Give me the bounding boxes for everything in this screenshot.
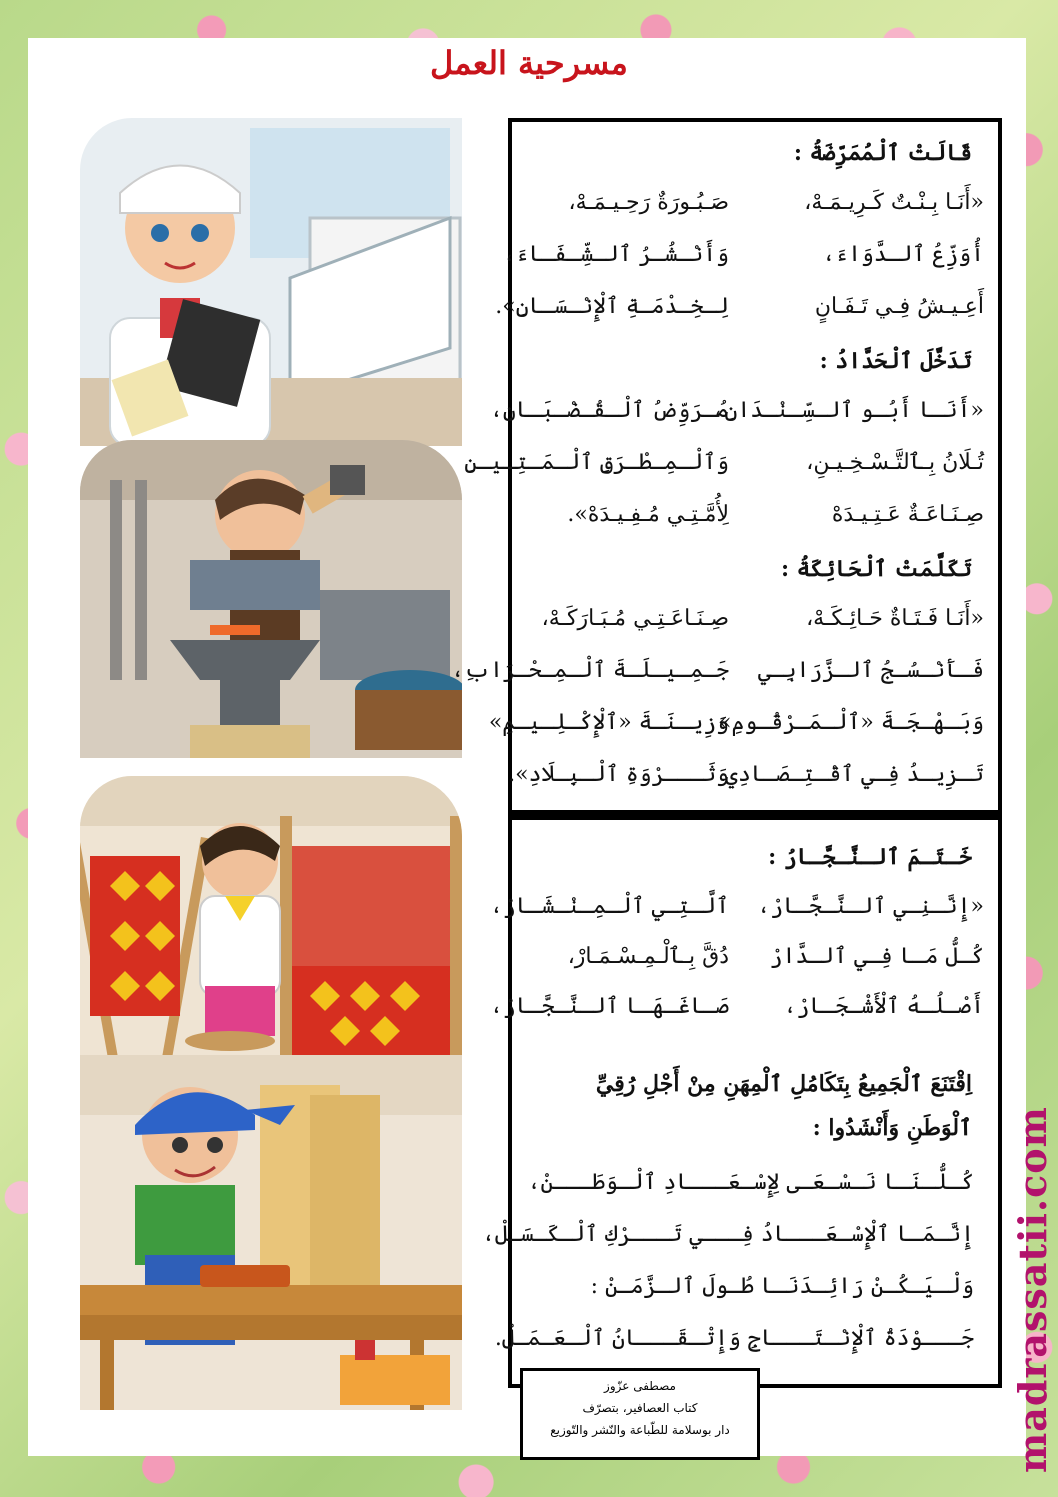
hemistich-first: كُـلُّ مَـا فِـي ٱلـدَّارْ xyxy=(769,944,984,969)
hemistich-second: لِأُمَّـتِـي مُـفِـيـدَهْ». xyxy=(567,502,729,527)
verse-line xyxy=(489,894,984,934)
hemistich-second: صِـنَـاعَـتِـي مُـبَـارَكَـهْ، xyxy=(541,606,729,631)
speaker-carpenter: خَـتَـمَ ٱلـنَّـجَّـارُ : xyxy=(768,844,972,870)
verse-line xyxy=(495,294,984,334)
weaver-illustration xyxy=(80,776,462,1076)
hemistich-second: جَـمِـيـلَـةَ ٱلْـمِـحْـرَابِ، xyxy=(451,658,729,683)
hemistich-first: «أَنَـا فَـتَـاةٌ حَـائِـكَـهْ، xyxy=(806,606,984,631)
verse-line xyxy=(451,658,984,698)
verse-line xyxy=(526,502,984,542)
hemistich-second: صَـاغَـهَـا ٱلـنَّـجَّـارْ، xyxy=(489,994,729,1019)
hemistich-second: وَأَنْـشُـرُ ٱلـشِّـفَـاءَ، xyxy=(502,242,729,267)
hemistich-second: وَٱلْـمِـطْـرَقِ ٱلْـمَـتِـيـنِ xyxy=(464,450,729,475)
hemistich-first: أَعِـيـشُ فِـي تَـفَـانٍ xyxy=(814,294,984,319)
source-author: مصطفى عزّوز xyxy=(604,1379,676,1393)
hemistich-first: «أَنَـا بِـنْـتٌ كَـرِيـمَـهْ، xyxy=(804,190,984,215)
hemistich-second: وَثَـــرْوَةِ ٱلْـبِـلَادِ». xyxy=(508,762,729,787)
hemistich-first: وَبَـهْـجَـةَ «ٱلْـمَـرْقُـومِ» xyxy=(718,710,984,735)
refrain-line: وَلْـيَـكُـنْ رَائِـدَنَـا طُـولَ ٱلـزَّمَـنْ : xyxy=(590,1274,974,1299)
speaker-blacksmith: تَدَخَّلَ ٱلْحَدَّادُ : xyxy=(819,348,972,374)
hemistich-second: صَـبُـورَةٌ رَحِـيـمَـهْ، xyxy=(568,190,729,215)
verse-line xyxy=(508,762,984,802)
hemistich-first: أُوَزِّعُ ٱلـدَّوَاءَ، xyxy=(822,242,984,267)
source-citation xyxy=(520,1368,760,1460)
verse-line xyxy=(502,242,984,282)
hemistich-first: «أَنَـا أَبُـو ٱلـسِّـنْـدَانِ، xyxy=(711,398,984,423)
refrain-line: إِنَّـمَـا ٱلْإِسْـعَـــادُ فِـــي تَـــرْكِ ٱلْـكَـسَـلْ، xyxy=(481,1222,974,1247)
speaker-nurse: قَالَتْ ٱلْمُمَرِّضَةُ : xyxy=(793,140,972,166)
hemistich-second: لِـخِـدْمَـةِ ٱلْإِنْـسَـانِ». xyxy=(495,294,729,319)
refrain-line: كُـلُّـنَـا نَـسْـعَـى لِإِسْـعَـــادِ ٱلْـوَطَـــنْ، xyxy=(527,1170,974,1195)
verse-line xyxy=(489,398,984,438)
poem-box-bottom xyxy=(481,814,1002,1388)
narration-paragraph: اِقْتَنَعَ ٱلْجَمِيعُ بِتَكَامُلِ ٱلْمِهَنِ مِنْ أَجْلِ رُقِيِّ ٱلْوَطَنِ وَأَنْشَدُوا : xyxy=(595,1071,972,1141)
verse-line xyxy=(488,710,984,750)
poem-box-top xyxy=(451,118,1002,814)
page-title: مسرحية العمل xyxy=(430,44,628,82)
blacksmith-illustration xyxy=(80,440,462,758)
refrain-line: جَـــوْدَةُ ٱلْإِنْـتَـــاجِ وَإِتْـقَـــانُ ٱلْـعَـمَـلْ. xyxy=(494,1326,974,1351)
hemistich-second: مُـرَوِّضُ ٱلْـقُـضْـبَـانِ، xyxy=(489,398,729,423)
nurse-illustration xyxy=(80,118,462,446)
hemistich-second: دُقَّ بِـٱلْـمِـسْـمَـارْ، xyxy=(567,944,729,969)
hemistich-first: تَـزِيـدُ فِـي ٱقْـتِـصَـادِي xyxy=(725,762,984,787)
verse-line xyxy=(526,190,984,230)
site-watermark: madrassatii.com xyxy=(1010,1106,1055,1474)
verse-line xyxy=(489,994,984,1034)
carpenter-illustration xyxy=(80,1055,462,1410)
source-book: كتاب العصافير، بتصرّف xyxy=(582,1401,698,1415)
hemistich-second: ٱلَّـتِـي ٱلْـمِـنْـشَـارْ، xyxy=(489,894,729,919)
hemistich-first: صِـنَـاعَـةٌ عَـتِـيـدَهْ xyxy=(831,502,984,527)
source-publisher: دار بوسلامة للطّباعة والنّشر والتّوزيع xyxy=(550,1423,730,1437)
verse-line xyxy=(526,606,984,646)
hemistich-first: فَـأَنْـسُـجُ ٱلـزَّرَابِـي xyxy=(757,658,984,683)
hemistich-first: «إِنَّـنِـي ٱلـنَّـجَّـارْ، xyxy=(757,894,984,919)
hemistich-second: وَزِيـنَـةَ «ٱلْإِكْـلِـيـمِ» xyxy=(488,710,729,735)
verse-line xyxy=(464,450,984,490)
hemistich-first: أَصْـلُـهُ ٱلْأَشْـجَـارْ، xyxy=(783,994,984,1019)
speaker-weaver: تَكَلَّمَتْ ٱلْحَائِكَةُ : xyxy=(780,556,972,582)
hemistich-first: تُـلَانُ بِـٱلتَّـسْـخِـيـنِ، xyxy=(806,450,984,475)
verse-line xyxy=(526,944,984,984)
